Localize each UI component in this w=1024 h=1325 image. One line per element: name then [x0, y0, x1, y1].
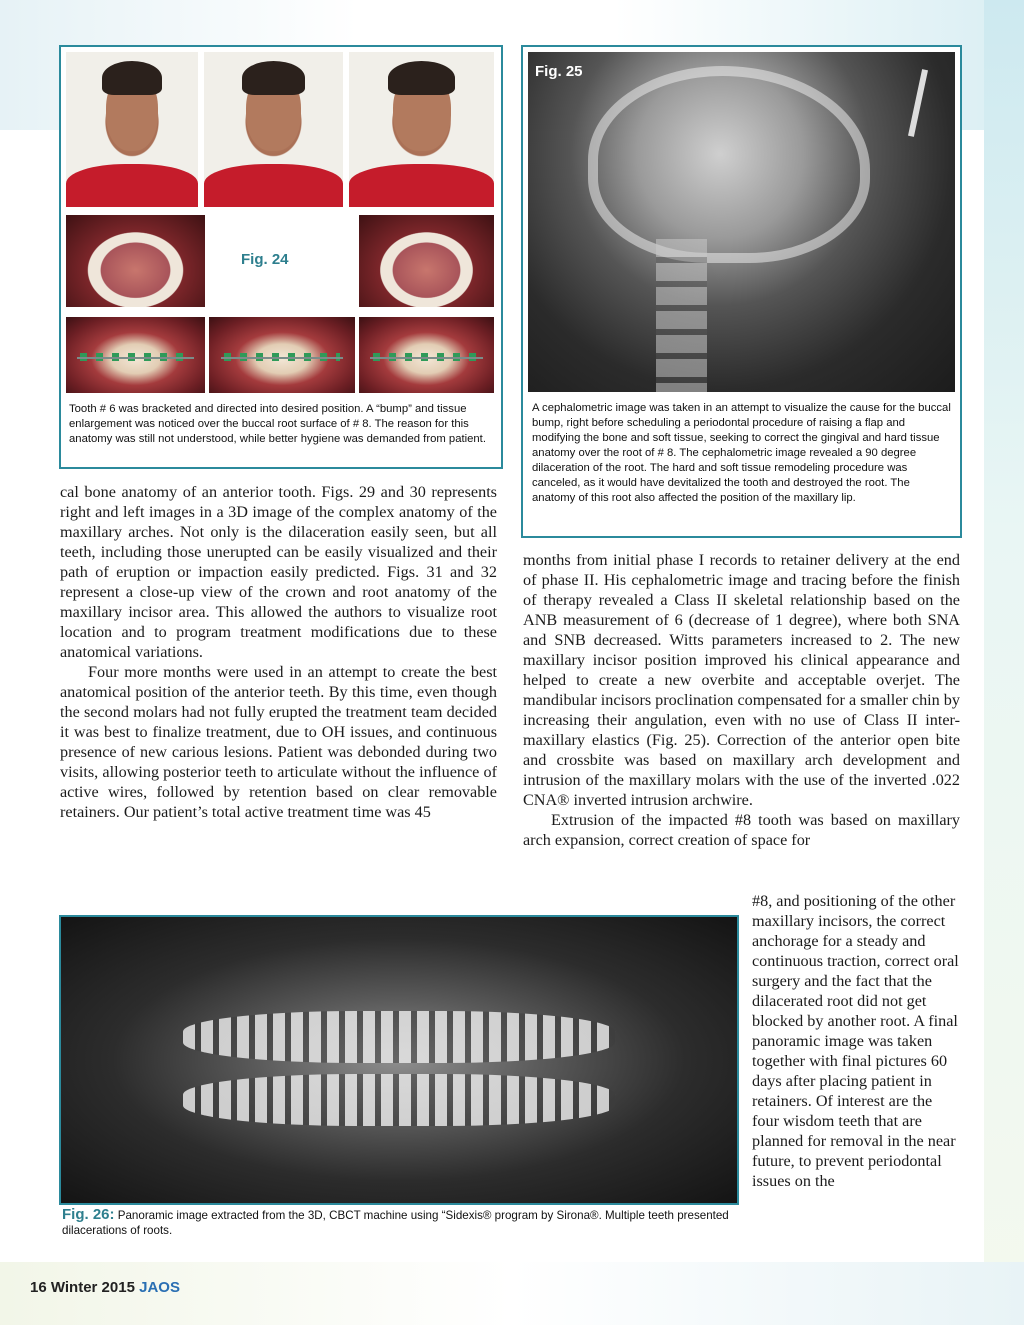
panoramic-image [59, 915, 739, 1205]
issue-label: Winter 2015 [50, 1279, 135, 1296]
archwire [370, 357, 483, 359]
right-paragraph-2-start: Extrusion of the impacted #8 tooth was based on maxillary arch expansion, correct creation of space for [523, 811, 960, 849]
ruler-shape [908, 69, 928, 137]
upper-occlusal-photo [66, 215, 205, 307]
figure-25-caption: A cephalometric image was taken in an attempt to visualize the cause for the buccal bump, right before scheduling a periodontal procedure of raising a flap and modifying the bone and soft tissue, seeking to correct the gingival and hard tissue anatomy over the root of # 8. The cephalometric image revealed a 90 degree dilaceration of the root. The hard and soft tissue remodeling procedure was canceled, as it would have devitalized the tooth and destroyed the root. The anatomy of this root also affected the position of the maxillary lip. [532, 402, 951, 504]
hair-shape [388, 61, 455, 95]
shirt-shape [349, 164, 494, 207]
figure-26-caption-block [62, 1207, 734, 1238]
spine-shape [656, 239, 707, 392]
right-paragraph-1: months from initial phase I records to retainer delivery at the end of phase II. His cephalometric image and tracing before the finish of therapy revealed a Class II skeletal relationship based on the ANB measurement of 6 (decrease of 1 degree), where both SNA and SNB decreased. Witts parameters increased to 2. The new maxillary incisor position improved his clinical appearance and helped to create a new overbite and acceptable overjet. The mandibular incisors proclination compensated for a smaller chin by increasing their angulation, even with no use of Class II inter-maxillary elastics (Fig. 25). Correction of the anterior open bite and crossbite was based on maxillary arch development and intrusion of the maxillary molars with the use of the inverted .022 CNA® inverted intrusion archwire. [523, 551, 960, 809]
archwire [221, 357, 344, 359]
archwire [77, 357, 194, 359]
left-intraoral-photo [359, 317, 494, 393]
figure-25-box [521, 45, 962, 538]
hair-shape [242, 61, 306, 95]
frontal-intraoral-photo [209, 317, 355, 393]
cephalometric-image [528, 52, 955, 392]
page-number: 16 [30, 1279, 47, 1296]
figure-26-caption: Panoramic image extracted from the 3D, CBCT machine using “Sidexis® program by Sirona®. Multiple teeth presented dilacerations of roots. [62, 1209, 729, 1237]
figure-24-caption: Tooth # 6 was bracketed and directed into desired position. A “bump” and tissue enlargement was noticed over the buccal root surface of # 8. The reason for this anatomy was still not understood, while better hygiene was demanded from patient. [69, 403, 486, 445]
hair-shape [102, 61, 163, 95]
figure-24-label: Fig. 24 [241, 251, 289, 268]
lower-teeth-row [183, 1074, 616, 1125]
right-paragraph-2-rest: #8, and positioning of the other maxillary incisors, the correct anchorage for a steady and continuous traction, correct oral surgery and the fact that the dilacerated root did not get blocked by another root. A final panoramic image was taken together with final pictures 60 days after placing patient in retainers. Of interest are the four wisdom teeth that are planned for removal in the near future, to prevent periodontal issues on the [752, 892, 959, 1190]
smile-photo [349, 52, 494, 207]
figure-26-label: Fig. 26: [62, 1206, 115, 1223]
left-paragraph-2: Four more months were used in an attempt to create the best anatomical position of the anterior teeth. By this time, even though the second molars had not fully erupted the treatment team decided it was best to finalize treatment, due to OH issues, and continuous presence of new carious lesions. Patient was debonded during two visits, allowing posterior teeth to articulate without the influence of active wires, followed by retention based on clear removable retainers. Our patient’s total active treatment time was 45 [60, 663, 497, 821]
upper-teeth-row [183, 1011, 616, 1062]
skull-shape [588, 66, 870, 263]
left-column [60, 482, 497, 822]
lower-occlusal-photo [359, 215, 494, 307]
shirt-shape [204, 164, 343, 207]
profile-photo [66, 52, 198, 207]
page-footer [30, 1279, 180, 1296]
frontal-photo [204, 52, 343, 207]
left-paragraph-1: cal bone anatomy of an anterior tooth. Figs. 29 and 30 represents right and left images in a 3D image of the complex anatomy of the maxillary arches. Not only is the dilaceration easily seen, but all teeth, including those unerupted can be easily visualized and their path of eruption or impaction easily predicted. Figs. 31 and 32 represent a close-up view of the crown and root anatomy of the maxillary incisor area. This allowed the authors to visualize root location and to program treatment modifications due to these anatomical variations. [60, 483, 497, 661]
right-intraoral-photo [66, 317, 205, 393]
journal-name: JAOS [139, 1279, 180, 1296]
shirt-shape [66, 164, 198, 207]
right-column [523, 550, 960, 850]
right-column-narrow [752, 891, 962, 1191]
side-background [984, 0, 1024, 1325]
figure-24-box [59, 45, 503, 469]
figure-25-label: Fig. 25 [535, 63, 583, 80]
